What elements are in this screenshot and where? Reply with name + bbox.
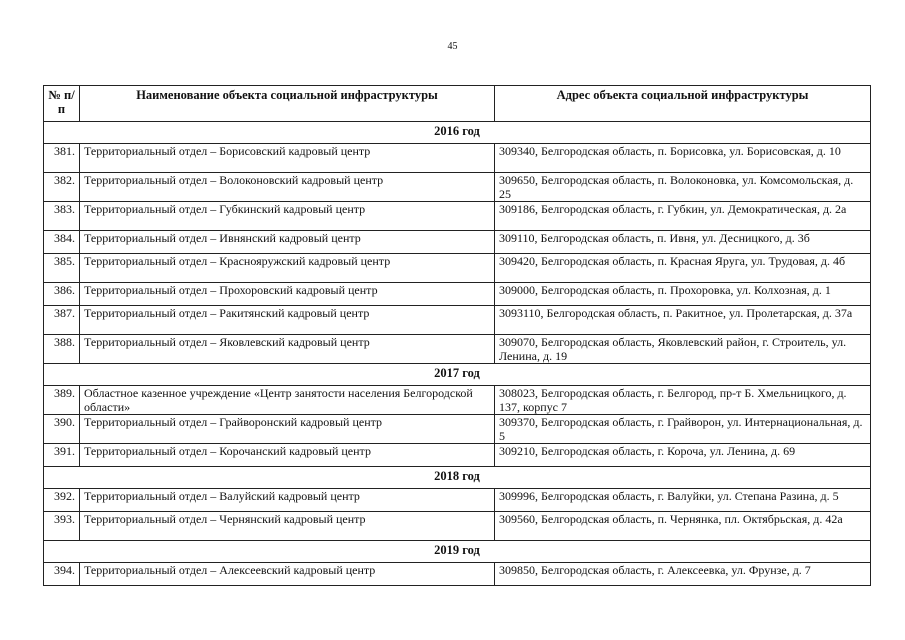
row-number: 393. <box>44 512 80 541</box>
table-row <box>44 283 871 306</box>
row-number: 384. <box>44 231 80 254</box>
object-address: 309996, Белгородская область, г. Валуйки, ул. Степана Разина, д. 5 <box>495 489 871 512</box>
object-name: Территориальный отдел – Волоконовский кадровый центр <box>80 173 495 202</box>
object-address: 309110, Белгородская область, п. Ивня, ул. Десницкого, д. 3б <box>495 231 871 254</box>
object-name: Территориальный отдел – Валуйский кадровый центр <box>80 489 495 512</box>
object-name: Территориальный отдел – Грайворонский кадровый центр <box>80 415 495 444</box>
table-row <box>44 306 871 335</box>
year-section-row <box>44 122 871 144</box>
table-row <box>44 144 871 173</box>
header-object-address: Адрес объекта социальной инфраструктуры <box>495 86 871 122</box>
year-heading: 2018 год <box>44 467 871 489</box>
table-row <box>44 254 871 283</box>
table-row <box>44 386 871 415</box>
table-row <box>44 415 871 444</box>
table-row <box>44 563 871 586</box>
table-header-row <box>44 86 871 122</box>
table-row <box>44 335 871 364</box>
object-address: 309000, Белгородская область, п. Прохоровка, ул. Колхозная, д. 1 <box>495 283 871 306</box>
table-row <box>44 444 871 467</box>
row-number: 386. <box>44 283 80 306</box>
row-number: 391. <box>44 444 80 467</box>
object-address: 309420, Белгородская область, п. Красная Яруга, ул. Трудовая, д. 4б <box>495 254 871 283</box>
infrastructure-table <box>43 85 871 586</box>
object-address: 309340, Белгородская область, п. Борисовка, ул. Борисовская, д. 10 <box>495 144 871 173</box>
object-name: Территориальный отдел – Губкинский кадровый центр <box>80 202 495 231</box>
object-name: Областное казенное учреждение «Центр занятости населения Белгородской области» <box>80 386 495 415</box>
object-name: Территориальный отдел – Яковлевский кадровый центр <box>80 335 495 364</box>
object-address: 309850, Белгородская область, г. Алексеевка, ул. Фрунзе, д. 7 <box>495 563 871 586</box>
object-name: Территориальный отдел – Ивнянский кадровый центр <box>80 231 495 254</box>
object-name: Территориальный отдел – Ракитянский кадровый центр <box>80 306 495 335</box>
row-number: 385. <box>44 254 80 283</box>
object-name: Территориальный отдел – Краснояружский кадровый центр <box>80 254 495 283</box>
object-name: Территориальный отдел – Корочанский кадровый центр <box>80 444 495 467</box>
object-address: 309210, Белгородская область, г. Короча, ул. Ленина, д. 69 <box>495 444 871 467</box>
row-number: 383. <box>44 202 80 231</box>
object-name: Территориальный отдел – Чернянский кадровый центр <box>80 512 495 541</box>
row-number: 382. <box>44 173 80 202</box>
row-number: 389. <box>44 386 80 415</box>
year-section-row <box>44 467 871 489</box>
row-number: 388. <box>44 335 80 364</box>
page-number: 45 <box>447 41 458 52</box>
object-name: Территориальный отдел – Алексеевский кадровый центр <box>80 563 495 586</box>
year-section-row <box>44 364 871 386</box>
row-number: 390. <box>44 415 80 444</box>
header-object-name: Наименование объекта социальной инфраструктуры <box>80 86 495 122</box>
row-number: 381. <box>44 144 80 173</box>
table-row <box>44 173 871 202</box>
table-body <box>44 122 871 586</box>
row-number: 394. <box>44 563 80 586</box>
object-address: 309070, Белгородская область, Яковлевский район, г. Строитель, ул. Ленина, д. 19 <box>495 335 871 364</box>
year-heading: 2019 год <box>44 541 871 563</box>
header-number: № п/п <box>44 86 80 122</box>
table-row <box>44 231 871 254</box>
object-address: 309186, Белгородская область, г. Губкин, ул. Демократическая, д. 2а <box>495 202 871 231</box>
year-heading: 2016 год <box>44 122 871 144</box>
year-section-row <box>44 541 871 563</box>
object-name: Территориальный отдел – Прохоровский кадровый центр <box>80 283 495 306</box>
object-name: Территориальный отдел – Борисовский кадровый центр <box>80 144 495 173</box>
object-address: 308023, Белгородская область, г. Белгород, пр-т Б. Хмельницкого, д. 137, корпус 7 <box>495 386 871 415</box>
row-number: 392. <box>44 489 80 512</box>
object-address: 3093110, Белгородская область, п. Ракитное, ул. Пролетарская, д. 37а <box>495 306 871 335</box>
year-heading: 2017 год <box>44 364 871 386</box>
object-address: 309650, Белгородская область, п. Волоконовка, ул. Комсомольская, д. 25 <box>495 173 871 202</box>
object-address: 309560, Белгородская область, п. Чернянка, пл. Октябрьская, д. 42а <box>495 512 871 541</box>
table-row <box>44 512 871 541</box>
table-row <box>44 202 871 231</box>
table-row <box>44 489 871 512</box>
row-number: 387. <box>44 306 80 335</box>
object-address: 309370, Белгородская область, г. Грайворон, ул. Интернациональная, д. 5 <box>495 415 871 444</box>
